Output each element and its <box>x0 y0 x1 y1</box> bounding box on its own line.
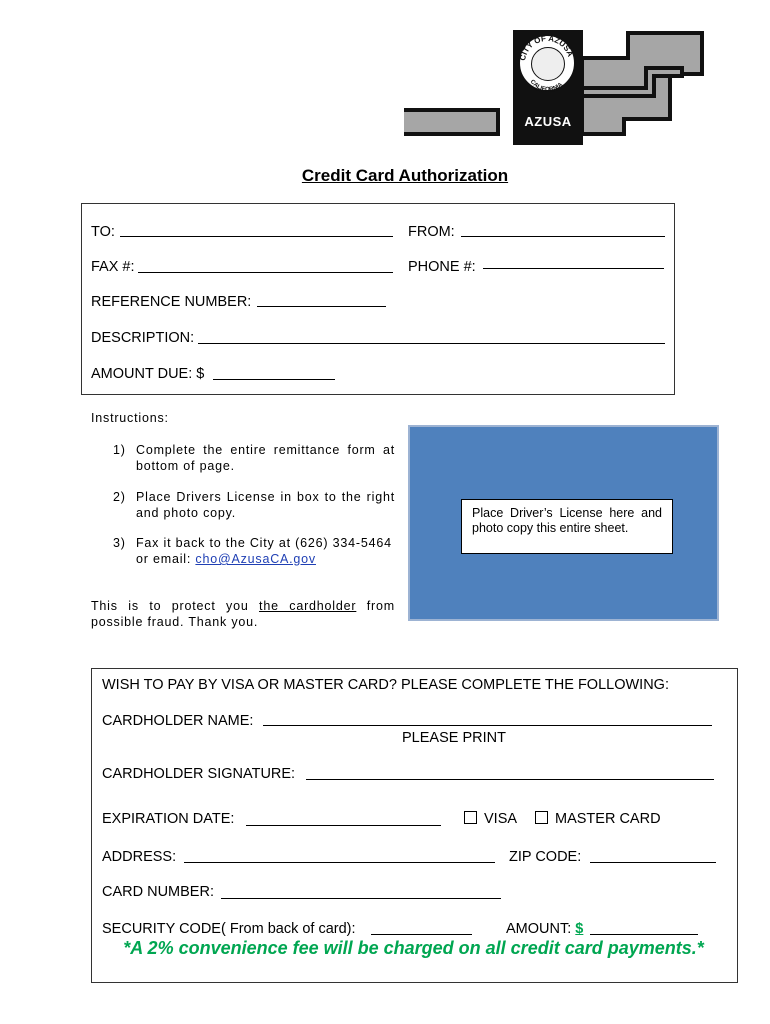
visa-option[interactable] <box>464 810 517 828</box>
signature-field[interactable] <box>306 779 714 780</box>
protect-note-cardholder: the cardholder <box>259 599 357 613</box>
instructions-heading: Instructions: <box>91 411 169 425</box>
card-number-field[interactable] <box>221 898 501 899</box>
amount-field[interactable] <box>590 934 698 935</box>
security-code-label: SECURITY CODE( From back of card): <box>102 921 356 937</box>
instruction-number-2: 2) <box>113 490 126 504</box>
address-field[interactable] <box>184 862 495 863</box>
description-label: DESCRIPTION: <box>91 330 195 346</box>
to-field[interactable] <box>120 236 393 237</box>
convenience-fee-note: *A 2% convenience fee will be charged on all credit card payments.* <box>123 938 704 958</box>
amount-dollar-sign: $ <box>575 921 584 937</box>
from-label: FROM: <box>408 224 455 240</box>
svg-text:CITY OF AZUSA <box>518 34 575 62</box>
seal-text-top: CITY OF AZUSA <box>518 33 575 62</box>
amount-label <box>506 920 583 938</box>
amount-due-label: AMOUNT DUE: $ <box>91 366 205 382</box>
please-print-note: PLEASE PRINT <box>402 730 506 746</box>
instruction-number-1: 1) <box>113 443 126 457</box>
amount-label-text: AMOUNT: <box>506 921 572 937</box>
instruction-text-3-body: Fax it back to the City at (626) 334-5464 or email: <box>136 536 392 566</box>
city-seal <box>513 30 583 145</box>
fax-field[interactable] <box>138 272 393 273</box>
description-field[interactable] <box>198 343 665 344</box>
signature-label: CARDHOLDER SIGNATURE: <box>102 766 296 782</box>
instruction-text-3 <box>136 535 398 567</box>
seal-text-bottom: CALIFORNIA <box>528 78 565 94</box>
instruction-number-3: 3) <box>113 536 126 550</box>
protect-note-before: This is to protect you <box>91 599 260 613</box>
instruction-text-1: Complete the entire remittance form at bottom of page. <box>136 443 395 473</box>
expiration-field[interactable] <box>246 825 441 826</box>
fax-label: FAX #: <box>91 259 135 275</box>
reference-label: REFERENCE NUMBER: <box>91 294 252 310</box>
seal-lettering <box>513 30 583 110</box>
expiration-label: EXPIRATION DATE: <box>102 811 235 827</box>
visa-label: VISA <box>484 811 518 827</box>
license-instruction-note: Place Driver’s License here and photo copy this entire sheet. <box>461 499 673 554</box>
to-label: TO: <box>91 224 115 240</box>
page-title: Credit Card Authorization <box>301 166 509 185</box>
phone-label: PHONE #: <box>408 259 476 275</box>
address-label: ADDRESS: <box>102 849 177 865</box>
city-name: AZUSA <box>524 114 572 129</box>
reference-field[interactable] <box>257 306 386 307</box>
visa-checkbox[interactable] <box>464 811 477 824</box>
from-field[interactable] <box>461 236 665 237</box>
cardholder-name-label: CARDHOLDER NAME: <box>102 713 254 729</box>
svg-text:CALIFORNIA <box>529 79 565 93</box>
amount-due-field[interactable] <box>213 379 335 380</box>
card-number-label: CARD NUMBER: <box>102 884 214 900</box>
mastercard-label: MASTER CARD <box>555 811 661 827</box>
protect-note <box>91 598 395 630</box>
instruction-text-2: Place Drivers License in box to the right and photo copy. <box>136 490 395 520</box>
payment-heading: WISH TO PAY BY VISA OR MASTER CARD? PLEASE COMPLETE THE FOLLOWING: <box>102 677 669 693</box>
mastercard-checkbox[interactable] <box>535 811 548 824</box>
zip-field[interactable] <box>590 862 716 863</box>
protect-note-after: from possible fraud. Thank you. <box>91 599 395 629</box>
phone-field[interactable] <box>483 268 664 269</box>
security-code-field[interactable] <box>371 934 472 935</box>
mastercard-option[interactable] <box>535 810 661 828</box>
cardholder-name-field[interactable] <box>263 725 712 726</box>
email-link[interactable]: cho@AzusaCA.gov <box>195 552 316 566</box>
zip-label: ZIP CODE: <box>509 849 582 865</box>
